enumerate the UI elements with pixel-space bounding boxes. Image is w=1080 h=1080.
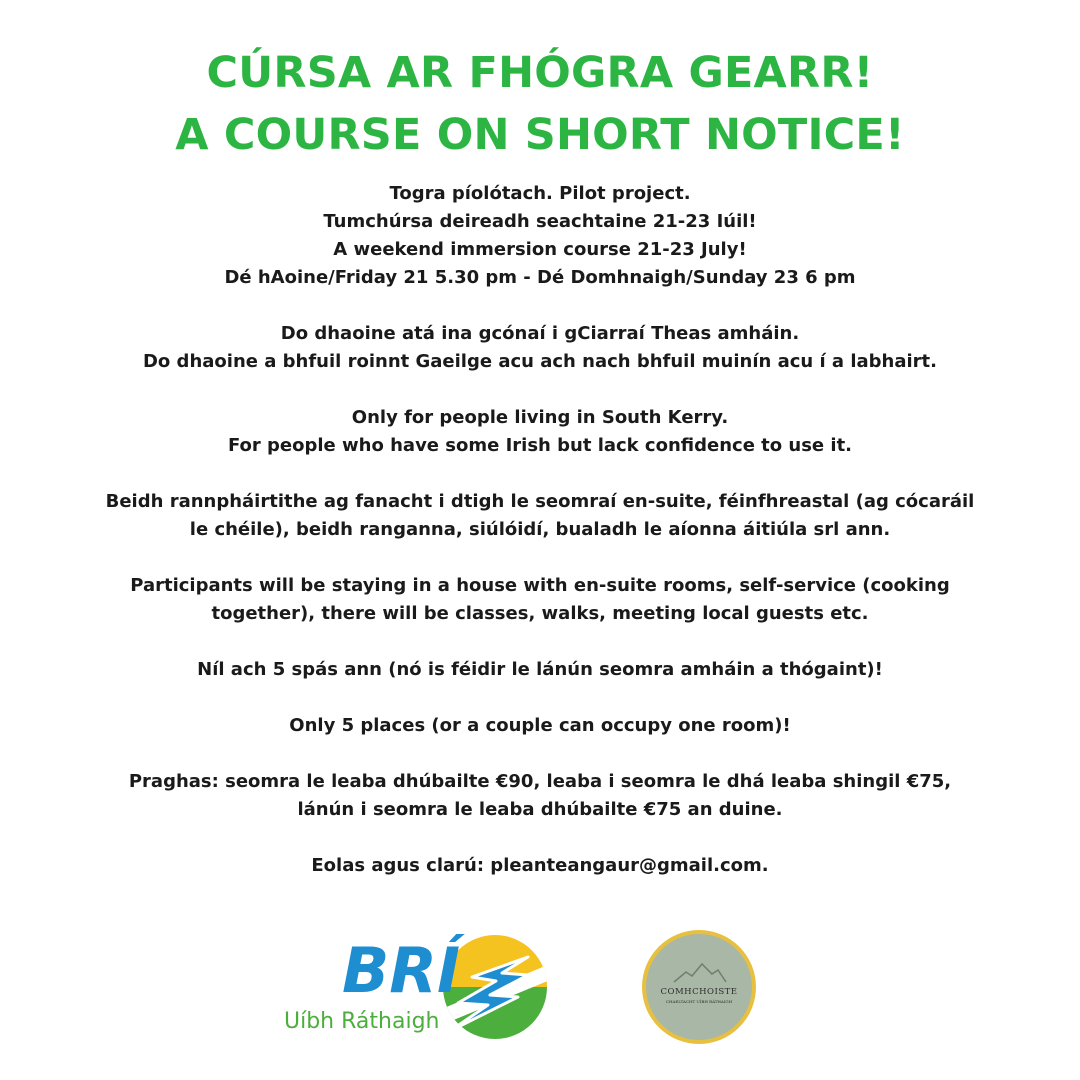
logo-row xyxy=(0,915,1080,1055)
schedule-line: Dé hAoine/Friday 21 5.30 pm - Dé Domhnaigh/Sunday 23 6 pm xyxy=(224,267,856,288)
comhchoiste-name: COMHCHOISTE xyxy=(660,987,738,997)
eligibility-english-1: Only for people living in South Kerry. xyxy=(351,407,729,428)
details-english-2: together), there will be classes, walks, meeting local guests etc. xyxy=(211,603,869,624)
comhchoiste-logo xyxy=(640,928,758,1046)
eligibility-irish-2: Do dhaoine a bhfuil roinnt Gaeilge acu ach nach bhfuil muinín acu í a labhairt. xyxy=(142,351,937,372)
bri-logo xyxy=(282,915,552,1045)
course-irish-line: Tumchúrsa deireadh seachtaine 21-23 Iúil! xyxy=(323,211,757,232)
price-line-1: Praghas: seomra le leaba dhúbailte €90, leaba i seomra le dhá leaba shingil €75, xyxy=(128,771,952,792)
contact-line: Eolas agus clarú: pleanteangaur@gmail.com. xyxy=(311,855,769,876)
places-english: Only 5 places (or a couple can occupy one room)! xyxy=(289,715,791,736)
eligibility-english-2: For people who have some Irish but lack confidence to use it. xyxy=(227,435,853,456)
details-irish-2: le chéile), beidh ranganna, siúlóidí, bualadh le aíonna áitiúla srl ann. xyxy=(189,519,891,540)
headline-irish: CÚRSA AR FHÓGRA GEARR! xyxy=(206,48,874,98)
headline-english: A COURSE ON SHORT NOTICE! xyxy=(175,110,905,160)
course-english-line: A weekend immersion course 21-23 July! xyxy=(333,239,747,260)
places-irish: Níl ach 5 spás ann (nó is féidir le lánún seomra amháin a thógaint)! xyxy=(197,659,883,680)
headline xyxy=(0,42,1080,166)
bri-wordmark: BRÍ xyxy=(342,934,461,1007)
comhchoiste-subtitle: CHAELTACHT UÍBH RÁTHAIGH xyxy=(665,999,733,1004)
details-irish-1: Beidh rannpháirtithe ag fanacht i dtigh le seomraí en-suite, féinfhreastal (ag cócaráil xyxy=(105,491,975,512)
announcement-body xyxy=(60,180,1020,880)
pilot-line: Togra píolótach. Pilot project. xyxy=(389,183,691,204)
bri-place-name: Uíbh Ráthaigh xyxy=(284,1009,440,1034)
eligibility-irish-1: Do dhaoine atá ina gcónaí i gCiarraí Theas amháin. xyxy=(280,323,800,344)
price-line-2: lánún i seomra le leaba dhúbailte €75 an duine. xyxy=(297,799,783,820)
details-english-1: Participants will be staying in a house with en-suite rooms, self-service (cooking xyxy=(130,575,950,596)
